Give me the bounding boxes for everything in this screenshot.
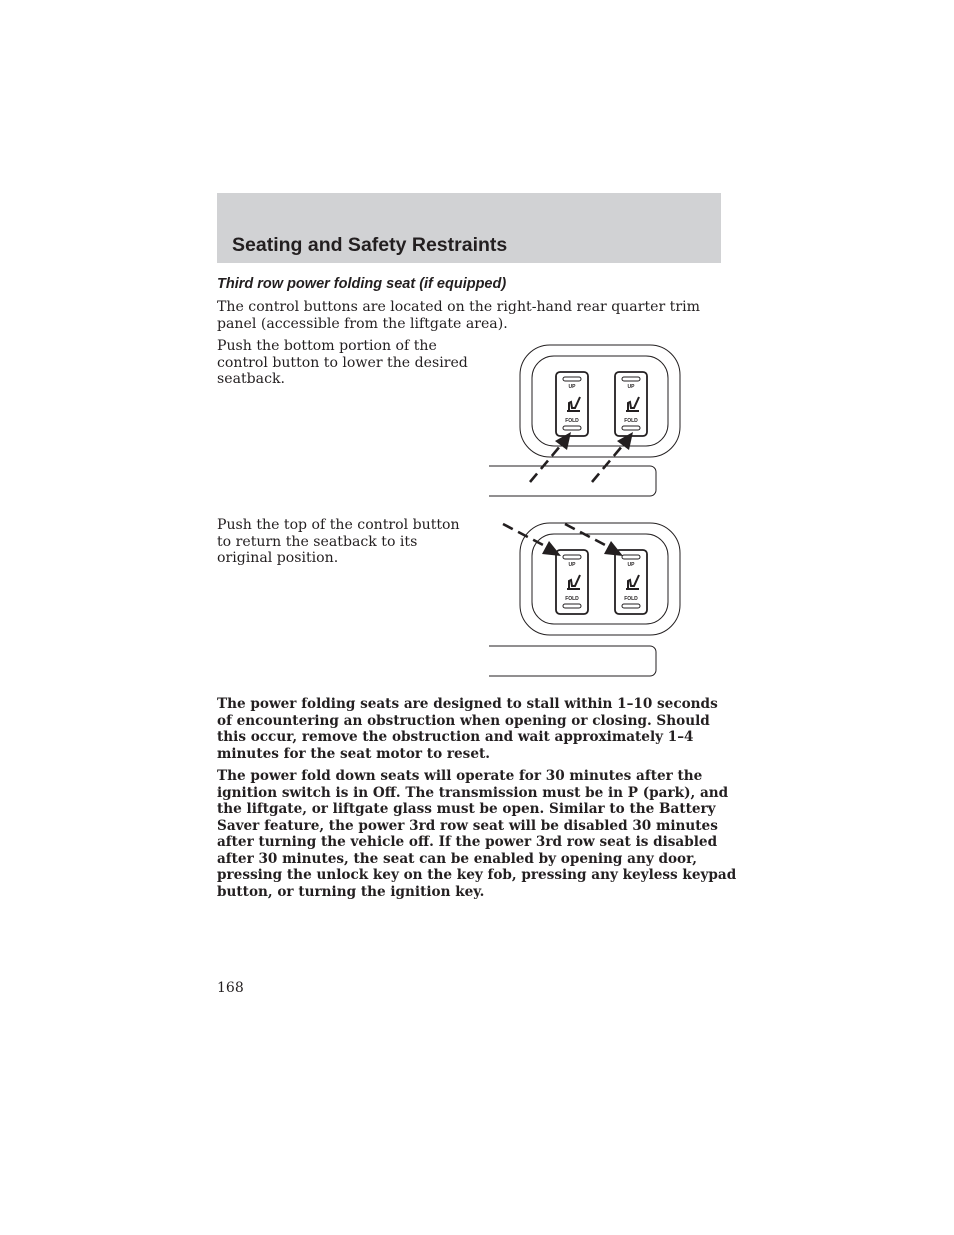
subheading: Third row power folding seat (if equipped) <box>217 276 507 292</box>
fold-button-illustration <box>485 340 685 500</box>
up-label: UP <box>627 384 635 390</box>
up-label: UP <box>627 562 635 568</box>
operation-note: The power fold down seats will operate for 30 minutes after the ignition switch is in Off. The transmission must be in P (park), and the liftgate, or liftgate glass must be open. Similar to the Battery Saver feature, the power 3rd row seat will be disabled 30 minutes after turning the vehicle off. If the power 3rd row seat is disabled after 30 minutes, the seat can be enabled by opening any door, pressing the unlock key on the key fob, pressing any keyless keypad button, or turning the ignition key. <box>217 768 737 900</box>
left-seat-switch <box>556 550 588 614</box>
up-label: UP <box>568 562 576 568</box>
section-title: Seating and Safety Restraints <box>232 234 508 256</box>
fold-label: FOLD <box>565 596 579 602</box>
page-number: 168 <box>217 980 244 996</box>
fold-label: FOLD <box>565 418 579 424</box>
fold-label: FOLD <box>624 596 638 602</box>
up-instruction: Push the top of the control button to return the seatback to its original position. <box>217 517 460 566</box>
right-seat-switch <box>615 550 647 614</box>
left-seat-switch <box>556 372 588 436</box>
stall-warning: The power folding seats are designed to stall within 1–10 seconds of encountering an obstruction when opening or closing. Should this occur, remove the obstruction and wait approximately 1–4 minutes for the seat motor to reset. <box>217 696 718 762</box>
fold-label: FOLD <box>624 418 638 424</box>
up-label: UP <box>568 384 576 390</box>
section-header <box>217 193 721 263</box>
fold-instruction: Push the bottom portion of the control button to lower the desired seatback. <box>217 338 468 387</box>
up-button-illustration <box>485 518 685 680</box>
right-seat-switch <box>615 372 647 436</box>
intro-paragraph: The control buttons are located on the right-hand rear quarter trim panel (accessible from the liftgate area). <box>217 299 700 332</box>
